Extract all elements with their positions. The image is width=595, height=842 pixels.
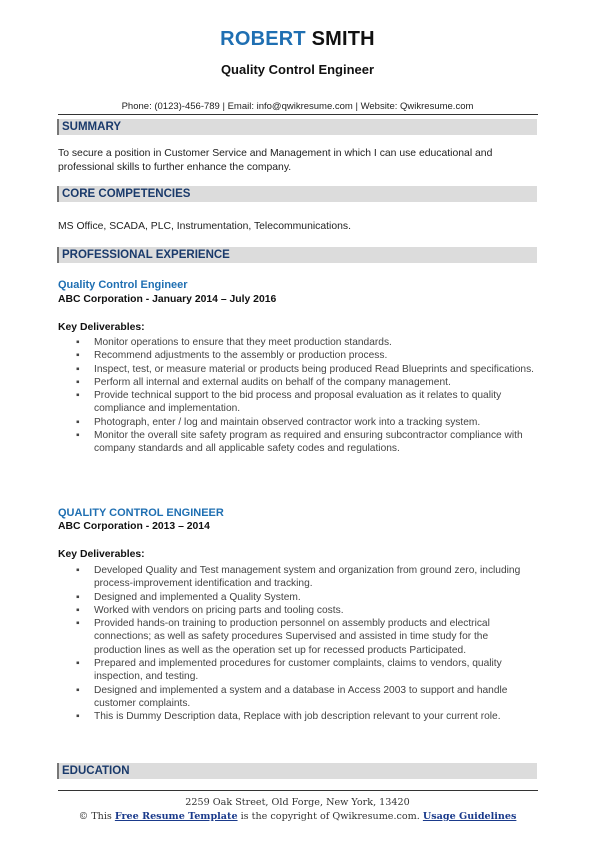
candidate-name xyxy=(0,28,595,51)
competencies-heading: CORE COMPETENCIES xyxy=(57,186,537,202)
footer-divider xyxy=(58,790,538,791)
bullet-icon: ▪ xyxy=(76,711,80,723)
contact-line: Phone: (0123)-456-789 | Email: info@qwikresume.com | Website: Qwikresume.com xyxy=(121,101,474,112)
copyright-middle: is the copyright of Qwikresume.com. xyxy=(237,811,423,822)
education-heading: EDUCATION xyxy=(57,763,537,779)
list-item: ▪ Designed and implemented a system and a database in Access 2003 to support and handle customer complaints. xyxy=(76,684,508,709)
list-item: ▪ Provided hands-on training to production personnel on assembly products and electrical connections; as well as safety procedures Supervised and assisted in time study for the production lines as well as the operation set up for recessed products Participated. xyxy=(76,618,490,656)
job-title: QUALITY CONTROL ENGINEER xyxy=(58,507,224,519)
bullet-icon: ▪ xyxy=(76,337,80,348)
usage-guidelines-link[interactable]: Usage Guidelines xyxy=(422,811,517,822)
competencies-text: MS Office, SCADA, PLC, Instrumentation, Telecommunications. xyxy=(58,221,351,232)
job-company-dates: ABC Corporation - 2013 – 2014 xyxy=(58,521,210,532)
header-divider xyxy=(58,114,538,115)
job-bullet-list xyxy=(58,336,536,456)
bullet-icon: ▪ xyxy=(76,604,80,616)
first-name: ROBERT xyxy=(220,28,306,50)
list-item: ▪ Prepared and implemented procedures for customer complaints, claims to vendors, quality inspection, and testing. xyxy=(76,658,502,683)
key-deliverables-label: Key Deliverables: xyxy=(58,549,145,560)
list-item: ▪ This is Dummy Description data, Replace with job description relevant to your current role. xyxy=(76,711,501,723)
bullet-icon: ▪ xyxy=(76,684,80,696)
list-item: ▪ Recommend adjustments to the assembly or production process. xyxy=(76,350,388,362)
list-item: ▪ Perform all internal and external audits on behalf of the company management. xyxy=(76,376,451,388)
bullet-icon: ▪ xyxy=(76,350,80,362)
list-item: ▪ Worked with vendors on pricing parts and tooling costs. xyxy=(76,604,344,616)
list-item: ▪ Designed and implemented a Quality System. xyxy=(76,591,301,603)
list-item: ▪ Photograph, enter / log and maintain observed contractor work into a tracking system. xyxy=(76,416,481,428)
summary-text: To secure a position in Customer Service and Management in which I can use educational and professional skills to further enhance the company. xyxy=(58,148,493,173)
job-company-dates: ABC Corporation - January 2014 – July 2016 xyxy=(58,294,277,305)
candidate-title: Quality Control Engineer xyxy=(220,62,375,77)
bullet-icon: ▪ xyxy=(76,390,80,402)
list-item: ▪ Monitor operations to ensure that they meet production standards. xyxy=(76,337,392,348)
bullet-icon: ▪ xyxy=(76,376,80,388)
copyright-prefix: © This xyxy=(78,811,115,822)
bullet-icon: ▪ xyxy=(76,658,80,670)
job-bullet-list xyxy=(58,564,536,724)
bullet-icon: ▪ xyxy=(76,430,80,442)
summary-heading: SUMMARY xyxy=(57,119,537,135)
footer-copyright xyxy=(0,811,595,822)
bullet-icon: ▪ xyxy=(76,363,80,375)
list-item: ▪ Provide technical support to the bid process and proposal evaluation as it relates to quality compliance and implementation. xyxy=(76,390,502,415)
bullet-icon: ▪ xyxy=(76,416,80,428)
list-item: ▪ Monitor the overall site safety program as required and ensuring subcontractor compliance with company standards and all applicable safety codes and regulations. xyxy=(76,430,523,455)
last-name: SMITH xyxy=(311,28,375,50)
footer-address: 2259 Oak Street, Old Forge, New York, 13420 xyxy=(185,797,410,808)
bullet-icon: ▪ xyxy=(76,618,80,630)
free-resume-template-link[interactable]: Free Resume Template xyxy=(114,811,238,822)
list-item: ▪ Developed Quality and Test management system and organization from ground zero, including process-improvement identification and tracking. xyxy=(76,565,521,590)
list-item: ▪ Inspect, test, or measure material or products being produced Read Blueprints and specifications. xyxy=(76,363,534,375)
experience-heading: PROFESSIONAL EXPERIENCE xyxy=(57,247,537,263)
job-title: Quality Control Engineer xyxy=(58,279,188,291)
key-deliverables-label: Key Deliverables: xyxy=(58,322,145,333)
bullet-icon: ▪ xyxy=(76,591,80,603)
bullet-icon: ▪ xyxy=(76,565,80,576)
